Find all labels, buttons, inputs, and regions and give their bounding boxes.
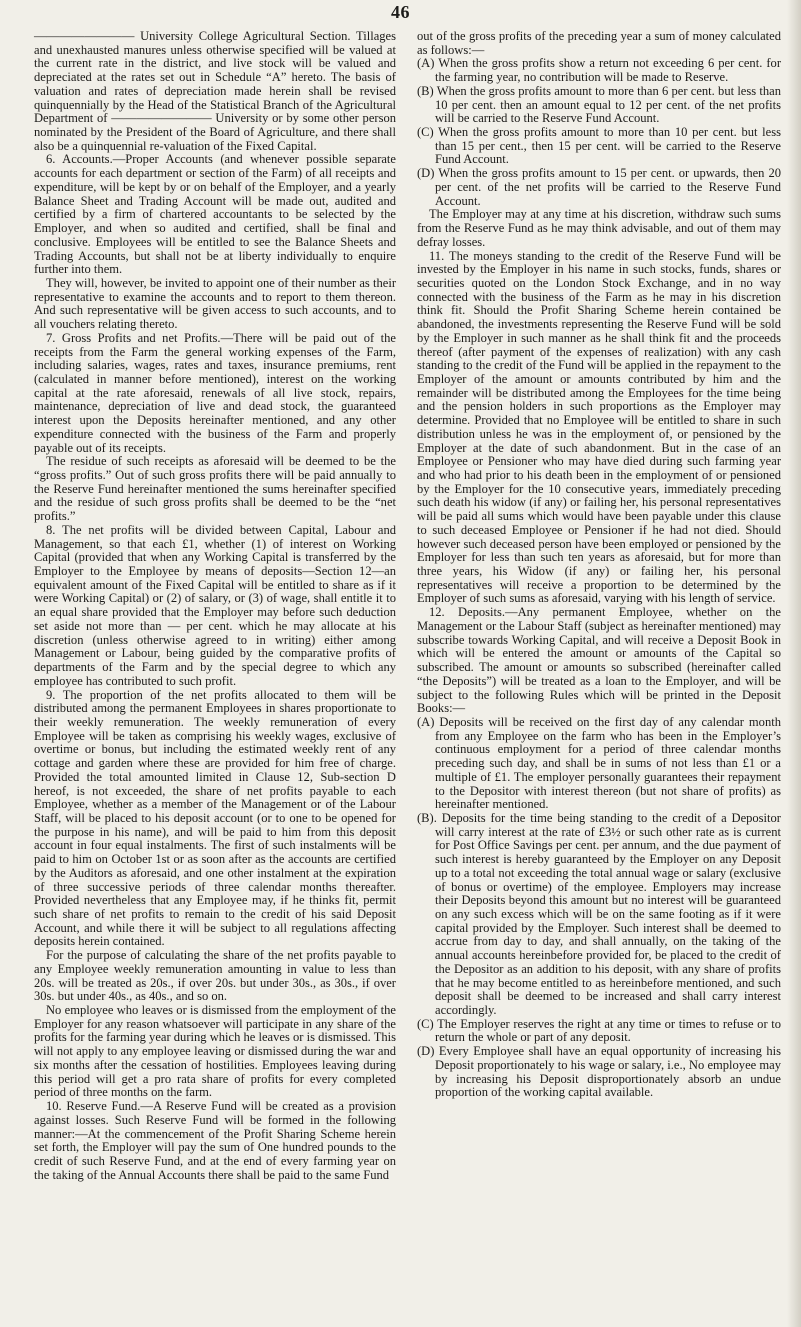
paragraph: The residue of such receipts as aforesaid will be deemed to be the “gross profits.” Out of such gross profits there will be paid annually to the Reserve Fund hereinafter mentioned the sums hereinafter specified and the residue of such gross profits shall be deemed to be the “net profits.”: [34, 454, 396, 524]
paragraph: 6. Accounts.—Proper Accounts (and whenever possible separate accounts for each department or section of the Farm) of all receipts and expenditure, will be kept by or on behalf of the Employer, and a yearly Balance Sheet and Trading Account will be made out, audited and certified by a firm of chartered accountants to be selected by the Employer, and when so audited and certified, shall be final and conclusive. Employees will be entitled to see the Balance Sheets and Trading Accounts, but shall not be at liberty individually to enquire further into them.: [34, 152, 396, 277]
list-item: (D) When the gross profits amount to 15 per cent. or upwards, then 20 per cent. of the net profits will be carried to the Reserve Fund Account.: [417, 166, 781, 208]
left-column: [34, 30, 396, 1182]
paragraph: No employee who leaves or is dismissed from the employment of the Employer for any reason whatsoever will participate in any share of the profits for the farming year during which he leaves or is dismissed. This will not apply to any employee leaving or dismissed during the war and six months after the cessation of hostilities. Employees leaving during this period will get a pro rata share of profits for every completed period of three months on the farm.: [34, 1003, 396, 1100]
paragraph: For the purpose of calculating the share of the net profits payable to any Employee weekly remuneration amounting in value to less than 20s. will be treated as 20s., if over 20s. but under 30s., as 30s., if over 30s. but under 40s., as 40s., and so on.: [34, 948, 396, 1004]
paragraph: 9. The proportion of the net profits allocated to them will be distributed among the permanent Employees in shares proportionate to their weekly remuneration. The weekly remuneration of every Employee will be taken as comprising his weekly wages, exclusive of overtime or bonus, but including the estimated weekly rent of any cottage and garden where these are provided for him free of charge. Provided the total amounted limited in Clause 12, Sub-section D hereof, is not exceeded, the share of net profits payable to each Employee, whether as a member of the Management or of the Labour Staff, will be placed to his deposit account (or to one to be opened for the purpose in his name), and will be paid to him from this deposit account in four equal instalments. The first of such instalments will be paid to him on October 1st or as soon after as the accounts are certified by the Auditors as aforesaid, and one other instalment at the expiration of three successive periods of three calendar months thereafter. Provided nevertheless that any Employee may, if he thinks fit, permit such share of net profits to remain to the credit of his said Deposit Account, and while there it will be subject to all regulations affecting deposits herein contained.: [34, 687, 396, 949]
list-item: (C) When the gross profits amount to more than 10 per cent. but less than 15 per cent., then 15 per cent. will be carried to the Reserve Fund Account.: [417, 125, 781, 167]
paragraph: ———————— University College Agricultural Section. Tillages and unexhausted manures unless otherwise specified will be valued at the current rate in the district, and live stock will be valued and depreciated at the rates set out in Schedule “A” hereto. The basis of valuation and rates of depreciation made herein shall be revised quinquennially by the Head of the Statistical Branch of the Agricultural Department of ———————— University or by some other person nominated by the President of the Board of Agriculture, and there shall also be a quinquennial re-valuation of the Fixed Capital.: [34, 29, 396, 153]
page-number: 46: [391, 2, 410, 22]
list-item: (A) When the gross profits show a return not exceeding 6 per cent. for the farming year, no contribution will be made to Reserve.: [417, 56, 781, 85]
paragraph: 12. Deposits.—Any permanent Employee, whether on the Management or the Labour Staff (subject as hereinafter mentioned) may subscribe towards Working Capital, and will receive a Deposit Book in which will be entered the amount or amounts of the Capital so subscribed. The amount or amounts so subscribed (hereinafter called “the Deposits”) will be treated as a loan to the Employer, and will be subject to the following Rules which will be printed in the Deposit Books:—: [417, 605, 781, 716]
paragraph: The Employer may at any time at his discretion, withdraw such sums from the Reserve Fund as he may think advisable, and out of them may defray losses.: [417, 207, 781, 249]
paragraph: out of the gross profits of the preceding year a sum of money calculated as follows:—: [417, 29, 781, 57]
list-item: (C) The Employer reserves the right at any time or times to refuse or to return the whole or part of any deposit.: [417, 1016, 781, 1045]
page-edge-shadow: [787, 0, 801, 1327]
list-item: (A) Deposits will be received on the first day of any calendar month from any Employee on the farm who has been in the Employer’s continuous employment for a period of three calendar months preceding such day, and shall be in sums of not less than £1 or a multiple of £1. The employer personally guarantees their repayment to the Depositor with interest thereon (but not share of profits) as hereinafter mentioned.: [417, 714, 781, 812]
right-column: [417, 30, 781, 1100]
paragraph: They will, however, be invited to appoint one of their number as their representative to examine the accounts and to report to them thereon. And such representative will be given access to such accounts, and to all vouchers relating thereto.: [34, 275, 396, 332]
list-item: (B) When the gross profits amount to more than 6 per cent. but less than 10 per cent. then an amount equal to 12 per cent. of the net profits will be carried to the Reserve Fund Account.: [417, 83, 781, 126]
list-item: (D) Every Employee shall have an equal opportunity of increasing his Deposit proportionately to his wage or salary, i.e., No employee may by increasing his Deposit disproportionately absorb an undue proportion of the working capital available.: [417, 1044, 781, 1100]
paragraph: 11. The moneys standing to the credit of the Reserve Fund will be invested by the Employer in his name in such stocks, funds, shares or securities quoted on the London Stock Exchange, and in no way connected with the business of the Farm as he may in his discretion think fit. Should the Profit Sharing Scheme herein contained be abandoned, the investments representing the Reserve Fund will be sold by the Employer in such manner as he shall think fit and the proceeds thereof (after payment of the expenses of realization) with any cash standing to the credit of the Fund will be applied in the repayment to the Employer of the amount or amounts contributed by him and the remainder will be distributed among the Employees for the time being and the pension holders in such proportions as the Employer may determine. Provided that no Employee will be entitled to share in such distribution unless he was in the employment of, or pensioned by the Employer at the date of such abandonment. But in the case of an Employee or Pensioner who may have died during such farming year and who had prior to his death been in the employment of or pensioned by the Employer for the 10 consecutive years, immediately preceding such death his widow (if any) or failing her, his personal representatives will be paid all sums which would have been payable under this clause to such deceased Employee or Pensioner if he had not died. Should however such deceased person have been employed or pensioned by the Employer for less than such ten years as aforesaid, but for more than three years, his Widow (if any) or failing her, his personal representatives will receive a proportion to be determined by the Employer of such sums as aforesaid, varying with his length of service.: [417, 248, 781, 606]
paragraph: 7. Gross Profits and net Profits.—There will be paid out of the receipts from the Farm the general working expenses of the Farm, including salaries, wages, rates and taxes, insurance premiums, rent (calculated in manner before mentioned), interest on the working capital at the rate aforesaid, renewals of all live stock, repairs, maintenance, depreciation of live and dead stock, the guaranteed interest upon the Deposits hereinafter mentioned, and any other expenditure connected with the business of the Farm and properly payable out of its receipts.: [34, 330, 396, 455]
list-item: (B). Deposits for the time being standing to the credit of a Depositor will carry interest at the rate of £3½ or such other rate as is current for Post Office Savings per cent. per annum, and the due payment of such interest is hereby guaranteed by the Employer on any Deposit up to a total not exceeding the total annual wage or salary (exclusive of bonus or overtime) of the employee. Employers may increase their Deposits beyond this amount but no interest will be guaranteed on any such excess which will be on the same footing as if it were capital provided by the Employer. Such interest shall be deemed to accrue from day to day, and shall annually, on the taking of the annual accounts hereinbefore provided for, be placed to the credit of the Depositor as an addition to his deposit, with any share of profits that he may become entitled to as hereinbefore mentioned, and such deposit shall be deemed to be increased and shall carry interest accordingly.: [417, 810, 781, 1018]
paragraph: 10. Reserve Fund.—A Reserve Fund will be created as a provision against losses. Such Reserve Fund will be formed in the following manner:—At the commencement of the Profit Sharing Scheme herein set forth, the Employer will pay the sum of One hundred pounds to the credit of such Reserve Fund, and at the end of every farming year on the taking of the Annual Accounts there shall be paid to the same Fund: [34, 1099, 396, 1182]
paragraph: 8. The net profits will be divided between Capital, Labour and Management, so that each £1, whether (1) of interest on Working Capital (provided that when any Working Capital is transferred by the Employer to the Employee by means of deposits—Section 12—an equivalent amount of the Fixed Capital will be entitled to share as if it were Working Capital) or (2) of salary, or (3) of wage, shall entitle it to an equal share provided that the Employer may before such deduction set aside not more than — per cent. which he may allocate at his discretion (unless otherwise agreed to in writing) either among Management or Labour, being guided by the comparative profits of departments of the Farm and by the special degree to which any employee has contributed to such profit.: [34, 522, 396, 688]
